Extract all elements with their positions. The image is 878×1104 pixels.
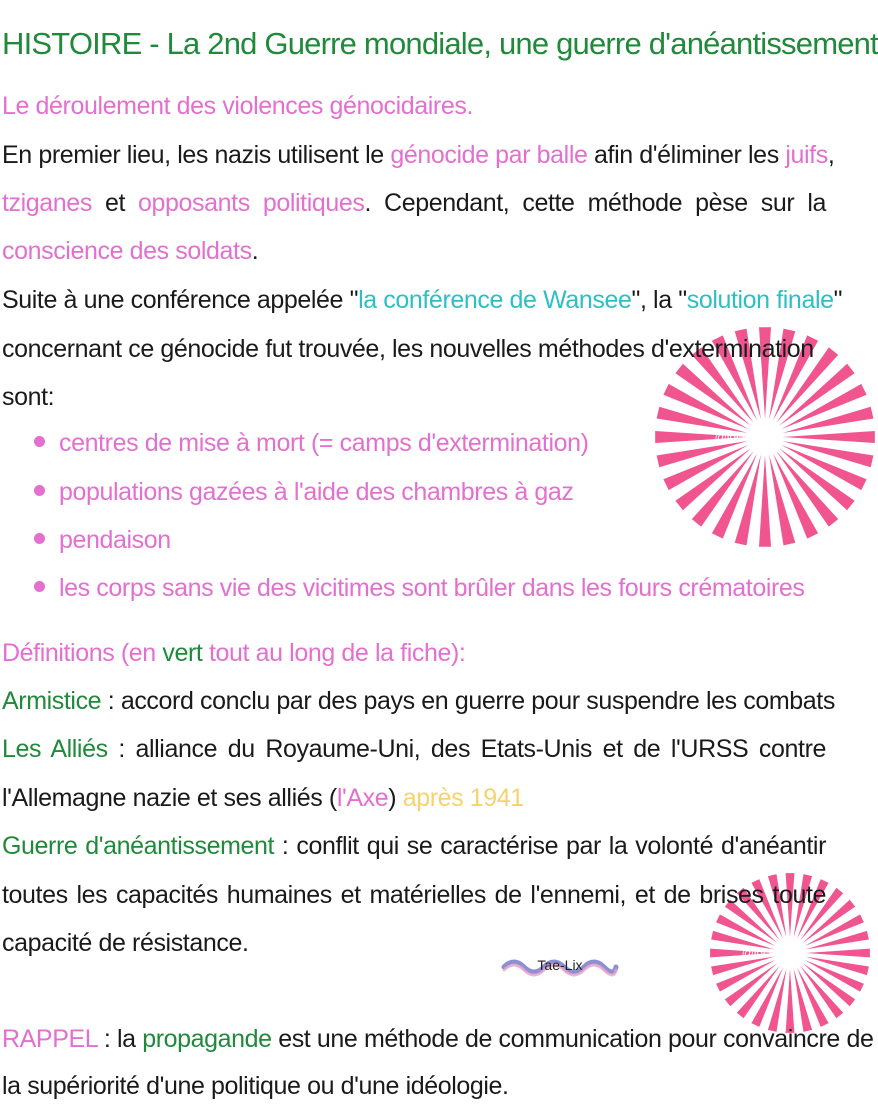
sunburst-ray: [759, 455, 771, 547]
highlight-term: l'Axe: [336, 784, 389, 812]
list-item-text: les corps sans vie des vicitimes sont brûler dans les fours crématoires: [59, 574, 805, 602]
text: . Cependant, cette méthode pèse sur la: [364, 189, 826, 217]
watermark-handle: @luciole_: [741, 946, 795, 960]
highlight-term: la conférence de Wansee: [358, 286, 632, 314]
text: ,: [827, 141, 835, 169]
page-title: HISTOIRE - La 2nd Guerre mondiale, une guerre d'anéantissement: [2, 26, 878, 61]
list-item: [34, 477, 574, 507]
text: ", la ": [631, 286, 687, 314]
definition-line: toutes les capacités humaines et matérielles de l'ennemi, et de brises toute: [2, 881, 826, 909]
definition-text: : alliance du Royaume-Uni, des Etats-Unis et de l'URSS contre: [107, 735, 826, 763]
text: Suite à une conférence appelée ": [2, 286, 359, 314]
list-item: [34, 573, 805, 603]
reminder-line: [2, 1024, 874, 1054]
definition-text: : accord conclu par des pays en guerre pour suspendre les combats: [101, 687, 835, 715]
text: afin d'éliminer les: [587, 141, 786, 169]
paragraph-line: [2, 188, 826, 218]
signature: [500, 953, 620, 983]
sunburst-ray: [783, 431, 875, 443]
highlight-term: vert: [162, 639, 203, 667]
text: : la: [97, 1025, 143, 1053]
definition-line: capacité de résistance.: [2, 929, 249, 957]
watermark-handle: @luciole_: [714, 430, 768, 444]
definition-term: Les Alliés: [2, 735, 108, 763]
text: Définitions (en: [2, 639, 163, 667]
text: tout au long de la fiche):: [202, 639, 466, 667]
definition-text: : conflit qui se caractérise par la volonté d'anéantir: [274, 832, 826, 860]
text: l'Allemagne nazie et ses alliés (: [2, 784, 337, 812]
section-heading: Le déroulement des violences génocidaires.: [2, 92, 474, 120]
definition-line: [2, 831, 826, 861]
reminder-line: la supériorité d'une politique ou d'une idéologie.: [2, 1072, 509, 1100]
definition-term: Armistice: [2, 687, 102, 715]
highlight-term: tziganes: [2, 189, 92, 217]
highlight-term: après 1941: [402, 784, 524, 812]
list-item-text: centres de mise à mort (= camps d'extermination): [59, 429, 589, 457]
list-item: [34, 525, 171, 555]
signature-text: Tae-Lix: [537, 957, 583, 973]
highlight-term: propagande: [142, 1025, 272, 1053]
text: ": [833, 286, 843, 314]
text: .: [251, 237, 259, 265]
highlight-term: conscience des soldats: [2, 237, 252, 265]
bullet-icon: [34, 436, 45, 447]
bullet-icon: [34, 533, 45, 544]
highlight-term: solution finale: [686, 286, 834, 314]
bullet-icon: [34, 485, 45, 496]
reminder-label: RAPPEL: [2, 1025, 98, 1053]
list-item-text: populations gazées à l'aide des chambres à gaz: [59, 478, 574, 506]
text: En premier lieu, les nazis utilisent le: [2, 141, 391, 169]
paragraph-line: [2, 236, 828, 266]
text: est une méthode de communication pour convaincre de: [271, 1025, 874, 1053]
paragraph-line: concernant ce génocide fut trouvée, les nouvelles méthodes d'extermination: [2, 335, 814, 363]
paragraph-line: sont:: [2, 383, 55, 411]
text: ): [388, 784, 403, 812]
definition-line: [2, 686, 835, 716]
definition-line: [2, 783, 828, 813]
definition-line: [2, 734, 826, 764]
highlight-term: juifs: [785, 141, 828, 169]
paragraph-line: [2, 285, 843, 315]
list-item-text: pendaison: [59, 526, 171, 554]
highlight-term: opposants politiques: [138, 189, 365, 217]
list-item: [34, 428, 589, 458]
text: et: [91, 189, 139, 217]
section-heading: [2, 638, 828, 668]
definition-term: Guerre d'anéantissement: [2, 832, 275, 860]
highlight-term: génocide par balle: [390, 141, 588, 169]
paragraph-line: [2, 140, 835, 170]
bullet-icon: [34, 581, 45, 592]
